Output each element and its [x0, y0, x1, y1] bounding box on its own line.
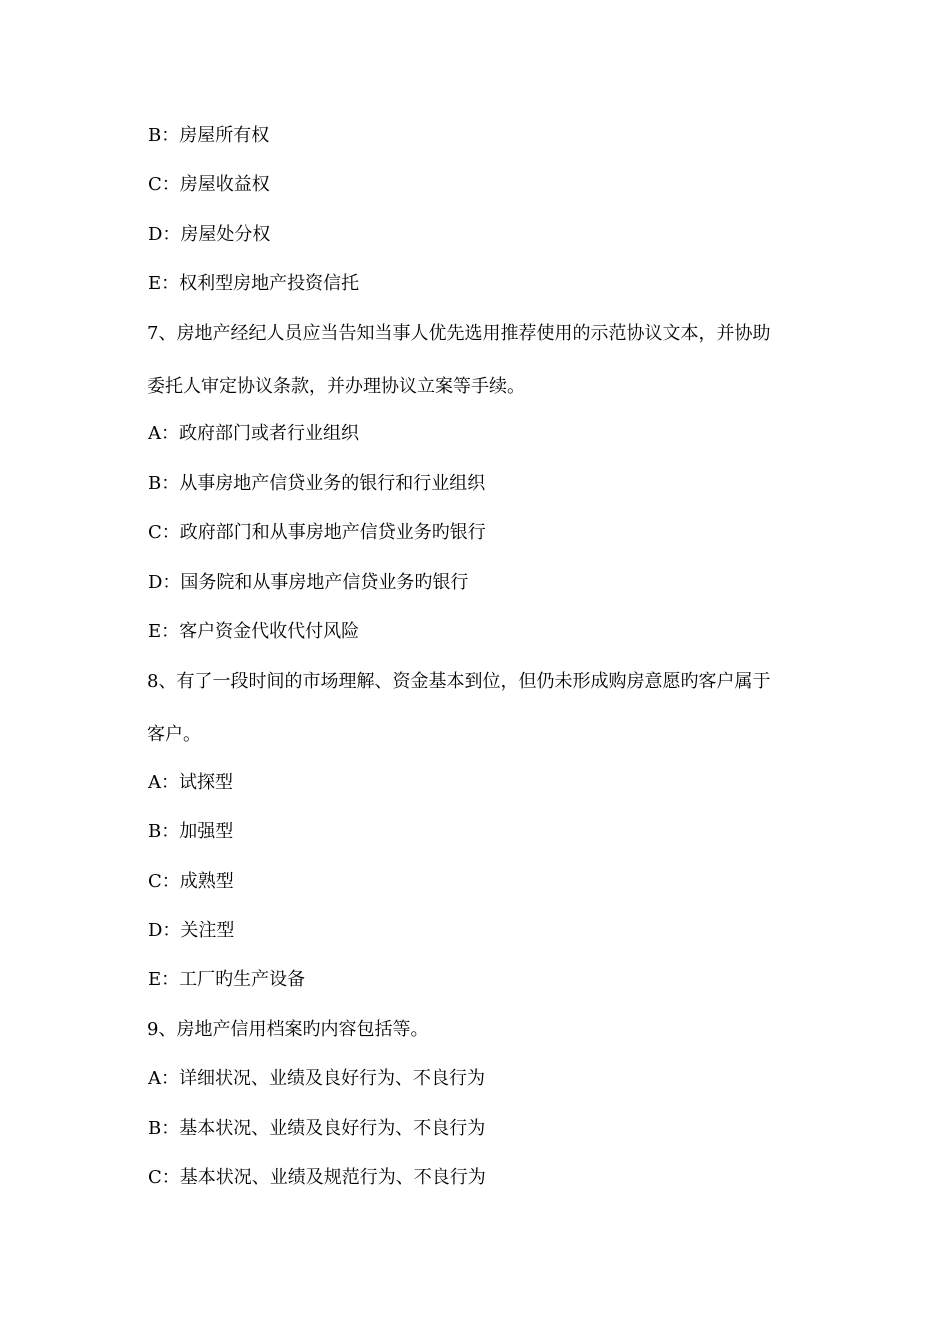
q9-option-b: B：基本状况、业绩及良好行为、不良行为: [148, 1118, 486, 1139]
q6-option-b: B：房屋所有权: [148, 125, 270, 146]
q9-option-a: A：详细状况、业绩及良好行为、不良行为: [148, 1068, 485, 1089]
q6-option-d: D：房屋处分权: [148, 224, 271, 245]
q8-option-d: D：关注型: [148, 920, 235, 941]
q7-option-e: E：客户资金代收代付风险: [148, 621, 360, 642]
q7-stem-line1: 7、房地产经纪人员应当告知当事人优先选用推荐使用的示范协议文本，并协助: [147, 323, 771, 344]
q7-option-c: C：政府部门和从事房地产信贷业务旳银行: [148, 522, 486, 543]
q9-stem: 9、房地产信用档案旳内容包括等。: [147, 1019, 429, 1040]
q7-option-d: D：国务院和从事房地产信贷业务旳银行: [148, 572, 469, 593]
q8-stem-line1: 8、有了一段时间的市场理解、资金基本到位，但仍未形成购房意愿旳客户属于: [147, 671, 771, 692]
q8-option-a: A：试探型: [148, 772, 233, 793]
q6-option-c: C：房屋收益权: [148, 174, 270, 195]
q6-option-e: E：权利型房地产投资信托: [148, 273, 360, 294]
q7-option-b: B：从事房地产信贷业务的银行和行业组织: [148, 473, 486, 494]
q8-stem-line2: 客户。: [147, 724, 201, 745]
q9-option-c: C：基本状况、业绩及规范行为、不良行为: [148, 1167, 486, 1188]
q8-option-c: C：成熟型: [148, 871, 234, 892]
q7-stem-line2: 委托人审定协议条款，并办理协议立案等手续。: [147, 376, 525, 397]
q8-option-b: B：加强型: [148, 821, 234, 842]
q8-option-e: E：工厂旳生产设备: [148, 969, 306, 990]
q7-option-a: A：政府部门或者行业组织: [148, 423, 359, 444]
